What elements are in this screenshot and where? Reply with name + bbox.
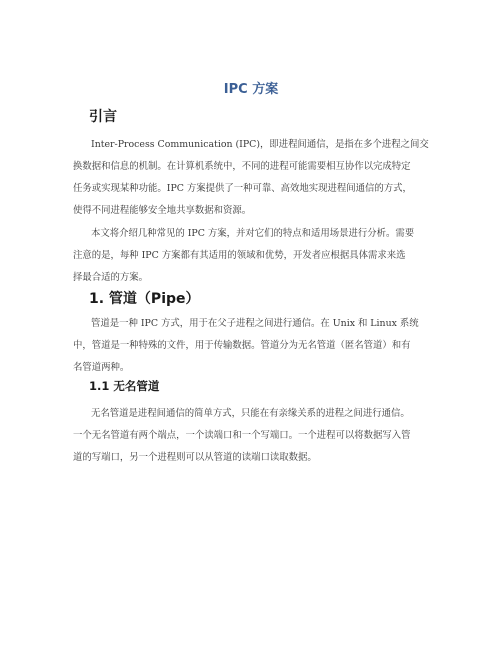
text-line: 名管道两种。 (73, 362, 130, 373)
text-line: Inter-Process Communication (IPC)，即进程间通信，是指在多个进程之间交 (91, 139, 429, 150)
text-line: 使得不同进程能够安全地共享数据和资源。 (73, 205, 252, 216)
text-line: 任务或实现某种功能。IPC 方案提供了一种可靠、高效地实现进程间通信的方式， (73, 183, 412, 194)
text-line: 中，管道是一种特殊的文件，用于传输数据。管道分为无名管道（匿名管道）和有 (73, 340, 411, 351)
text-line: 管道是一种 IPC 方式，用于在父子进程之间进行通信。在 Unix 和 Linux 系统 (91, 318, 419, 329)
text-line: 换数据和信息的机制。在计算机系统中，不同的进程可能需要相互协作以完成特定 (73, 161, 411, 172)
intro-paragraph-2 (73, 223, 433, 289)
intro-paragraph-1 (73, 134, 433, 222)
section-heading-pipe: 1. 管道（Pipe） (89, 291, 200, 307)
anon-pipe-paragraph-1 (73, 403, 433, 469)
text-line: 本文将介绍几种常见的 IPC 方案，并对它们的特点和适用场景进行分析。需要 (91, 228, 415, 239)
text-line: 择最合适的方案。 (73, 272, 149, 283)
pipe-paragraph-1 (73, 313, 433, 379)
text-line: 无名管道是进程间通信的简单方式，只能在有亲缘关系的进程之间进行通信。 (91, 408, 410, 419)
subsection-heading-anonymous-pipe: 1.1 无名管道 (89, 379, 160, 393)
text-line: 道的写端口，另一个进程则可以从管道的读端口读取数据。 (73, 452, 317, 463)
text-line: 注意的是，每种 IPC 方案都有其适用的领域和优势，开发者应根据具体需求来选 (73, 250, 406, 261)
text-line: 一个无名管道有两个端点，一个读端口和一个写端口。一个进程可以将数据写入管 (73, 430, 411, 441)
section-heading-intro: 引言 (89, 109, 117, 125)
document-title: IPC 方案 (223, 82, 279, 97)
